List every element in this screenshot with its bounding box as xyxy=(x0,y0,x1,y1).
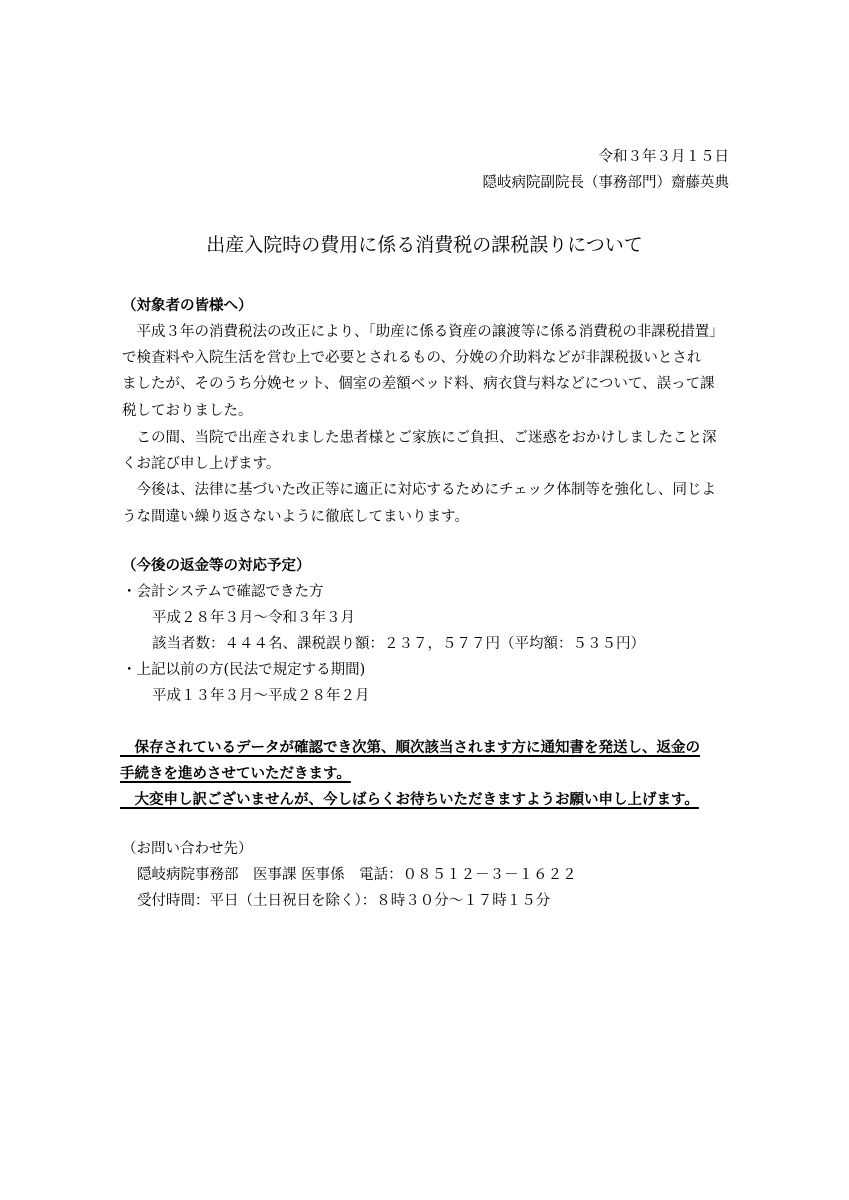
apology-line: ましたが、そのうち分娩セット、個室の差額ベッド料、病衣貸与料などについて、誤って課 xyxy=(122,376,715,392)
apology-line: 平成３年の消費税法の改正により、「助産に係る資産の譲渡等に係る消費税の非課税措置」 xyxy=(122,324,724,340)
apology-heading: （対象者の皆様へ） xyxy=(122,297,253,314)
contact-office: 隠岐病院事務部 医事課 医事係 電話：０８５１２－３－１６２２ xyxy=(137,867,577,883)
apology-line: この間、当院で出産されました患者様とご家族にご負担、ご迷惑をおかけしましたこと深 xyxy=(122,430,717,446)
apology-line: うな間違い繰り返さないように徹底してまいります。 xyxy=(122,509,469,525)
apology-line: 税しておりました。 xyxy=(122,403,253,419)
refund-heading: （今後の返金等の対応予定） xyxy=(122,557,311,574)
contact-heading: （お問い合わせ先） xyxy=(122,841,253,857)
refund-group1-period: 平成２８年３月～令和３年３月 xyxy=(152,610,355,626)
contact-hours: 受付時間：平日（土日祝日を除く）：８時３０分～１７時１５分 xyxy=(137,893,551,909)
apology-line: 今後は、法律に基づいた改正等に適正に対応するためにチェック体制等を強化し、同じよ xyxy=(122,482,717,498)
issuer: 隠岐病院副院長（事務部門）齋藤英典 xyxy=(482,175,729,191)
apology-line: で検査料や入院生活を営む上で必要とされるもの、分娩の介助料などが非課税扱いとされ xyxy=(122,350,702,366)
refund-group2-title: ・上記以前の方(民法で規定する期間) xyxy=(122,662,366,678)
refund-group1-stats: 該当者数：４４４名、課税誤り額：２３７，５７７円（平均額：５３５円） xyxy=(152,636,645,652)
notice-line: 大変申し訳ございませんが、今しばらくお待ちいただきますようお願い申し上げます。 xyxy=(120,791,699,808)
apology-line: くお詫び申し上げます。 xyxy=(122,456,281,472)
refund-group2-period: 平成１３年３月～平成２８年２月 xyxy=(152,688,370,704)
page-title: 出産入院時の費用に係る消費税の課税誤りについて xyxy=(206,234,643,256)
issue-date: 令和３年３月１５日 xyxy=(598,149,729,165)
notice-line: 手続きを進めさせていただきます。 xyxy=(120,765,351,782)
refund-group1-title: ・会計システムで確認できた方 xyxy=(122,584,324,600)
notice-line: 保存されているデータが確認でき次第、順次該当されます方に通知書を発送し、返金の xyxy=(120,739,700,756)
